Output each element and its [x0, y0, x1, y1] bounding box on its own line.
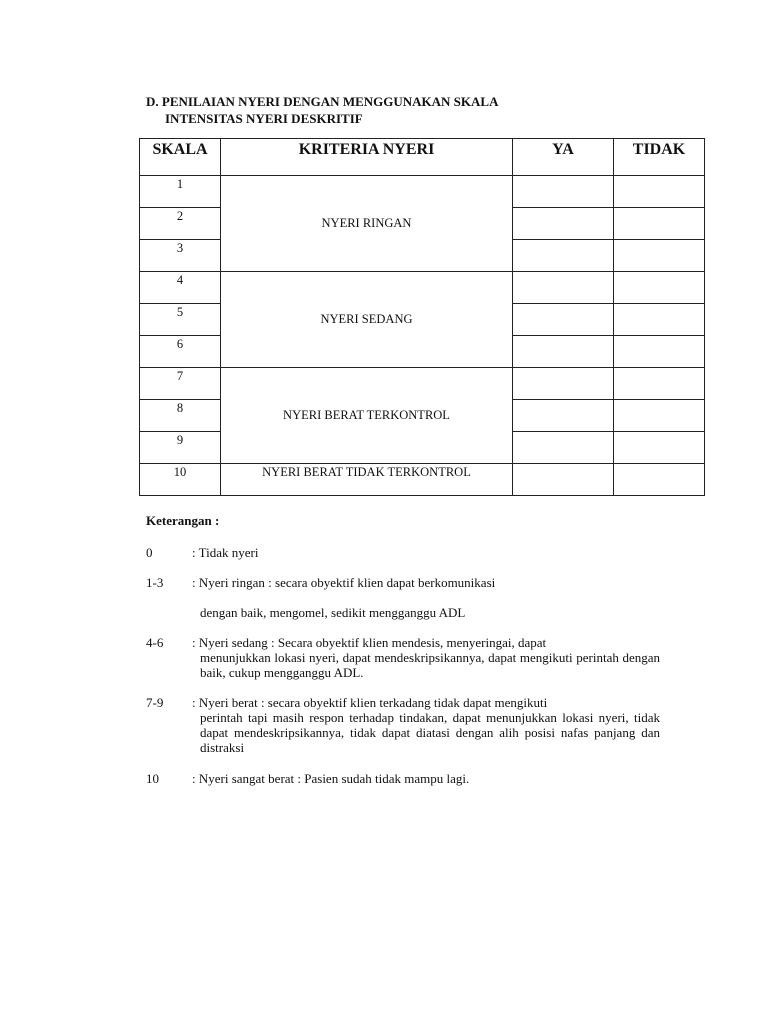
legend-section [146, 512, 660, 786]
header-skala: SKALA [140, 139, 221, 176]
criteria-ringan: NYERI RINGAN [221, 176, 513, 272]
legend-text-cont: menunjukkan lokasi nyeri, dapat mendeskripsikannya, dapat mengikuti perintah dengan baik, cukup mengganggu ADL. [200, 650, 660, 680]
legend-item [146, 635, 660, 680]
criteria-berat-terkontrol: NYERI BERAT TERKONTROL [221, 368, 513, 464]
criteria-berat-tidak-terkontrol: NYERI BERAT TIDAK TERKONTROL [221, 464, 513, 496]
legend-text: : Nyeri berat : secara obyektif klien terkadang tidak dapat mengikuti [192, 695, 548, 710]
legend-text-group [192, 575, 660, 620]
ya-cell[interactable] [513, 400, 614, 432]
legend-text: : Nyeri sangat berat : Pasien sudah tidak mampu lagi. [192, 771, 470, 786]
ya-cell[interactable] [513, 464, 614, 496]
header-kriteria: KRITERIA NYERI [221, 139, 513, 176]
scale-cell: 6 [140, 336, 221, 368]
scale-cell: 4 [140, 272, 221, 304]
ya-cell[interactable] [513, 304, 614, 336]
legend-code: 4-6 [146, 635, 164, 650]
tidak-cell[interactable] [614, 208, 705, 240]
scale-cell: 7 [140, 368, 221, 400]
legend-code: 7-9 [146, 695, 164, 710]
heading-line-1: D. PENILAIAN NYERI DENGAN MENGGUNAKAN SKALA [146, 94, 499, 109]
legend-item [146, 545, 660, 560]
criteria-sedang: NYERI SEDANG [221, 272, 513, 368]
table-row [140, 176, 705, 208]
legend-text: : Tidak nyeri [192, 545, 259, 560]
scale-cell: 2 [140, 208, 221, 240]
ya-cell[interactable] [513, 432, 614, 464]
legend-text-group [192, 635, 660, 680]
ya-cell[interactable] [513, 176, 614, 208]
header-tidak: TIDAK [614, 139, 705, 176]
tidak-cell[interactable] [614, 240, 705, 272]
legend-text: : Nyeri ringan : secara obyektif klien dapat berkomunikasi [192, 575, 496, 590]
legend-code: 10 [146, 771, 159, 786]
pain-scale-table [139, 138, 705, 496]
legend-text-cont: perintah tapi masih respon terhadap tindakan, dapat menunjukkan lokasi nyeri, tidak dapat mendeskripsikannya, tidak dapat diatasi dengan alih posisi nafas panjang dan distraksi [200, 710, 660, 755]
table-header-row [140, 139, 705, 176]
legend-code: 1-3 [146, 575, 164, 590]
ya-cell[interactable] [513, 368, 614, 400]
heading-line-2: INTENSITAS NYERI DESKRITIF [165, 111, 363, 126]
ya-cell[interactable] [513, 240, 614, 272]
tidak-cell[interactable] [614, 464, 705, 496]
ya-cell[interactable] [513, 208, 614, 240]
legend-code: 0 [146, 545, 153, 560]
ya-cell[interactable] [513, 336, 614, 368]
tidak-cell[interactable] [614, 272, 705, 304]
header-ya: YA [513, 139, 614, 176]
legend-text: : Nyeri sedang : Secara obyektif klien mendesis, menyeringai, dapat [192, 635, 547, 650]
scale-cell: 9 [140, 432, 221, 464]
scale-cell: 5 [140, 304, 221, 336]
tidak-cell[interactable] [614, 176, 705, 208]
legend-title: Keterangan : [146, 513, 220, 528]
tidak-cell[interactable] [614, 432, 705, 464]
legend-item [146, 771, 660, 786]
scale-cell: 3 [140, 240, 221, 272]
legend-text-group [192, 695, 660, 755]
legend-item [146, 695, 660, 755]
section-heading [146, 93, 666, 127]
tidak-cell[interactable] [614, 368, 705, 400]
tidak-cell[interactable] [614, 336, 705, 368]
legend-text-cont: dengan baik, mengomel, sedikit mengganggu ADL [200, 605, 466, 620]
scale-cell: 8 [140, 400, 221, 432]
tidak-cell[interactable] [614, 304, 705, 336]
legend-item [146, 575, 660, 620]
table-row [140, 464, 705, 496]
tidak-cell[interactable] [614, 400, 705, 432]
table-row [140, 272, 705, 304]
scale-cell: 1 [140, 176, 221, 208]
table-row [140, 368, 705, 400]
scale-cell: 10 [140, 464, 221, 496]
ya-cell[interactable] [513, 272, 614, 304]
